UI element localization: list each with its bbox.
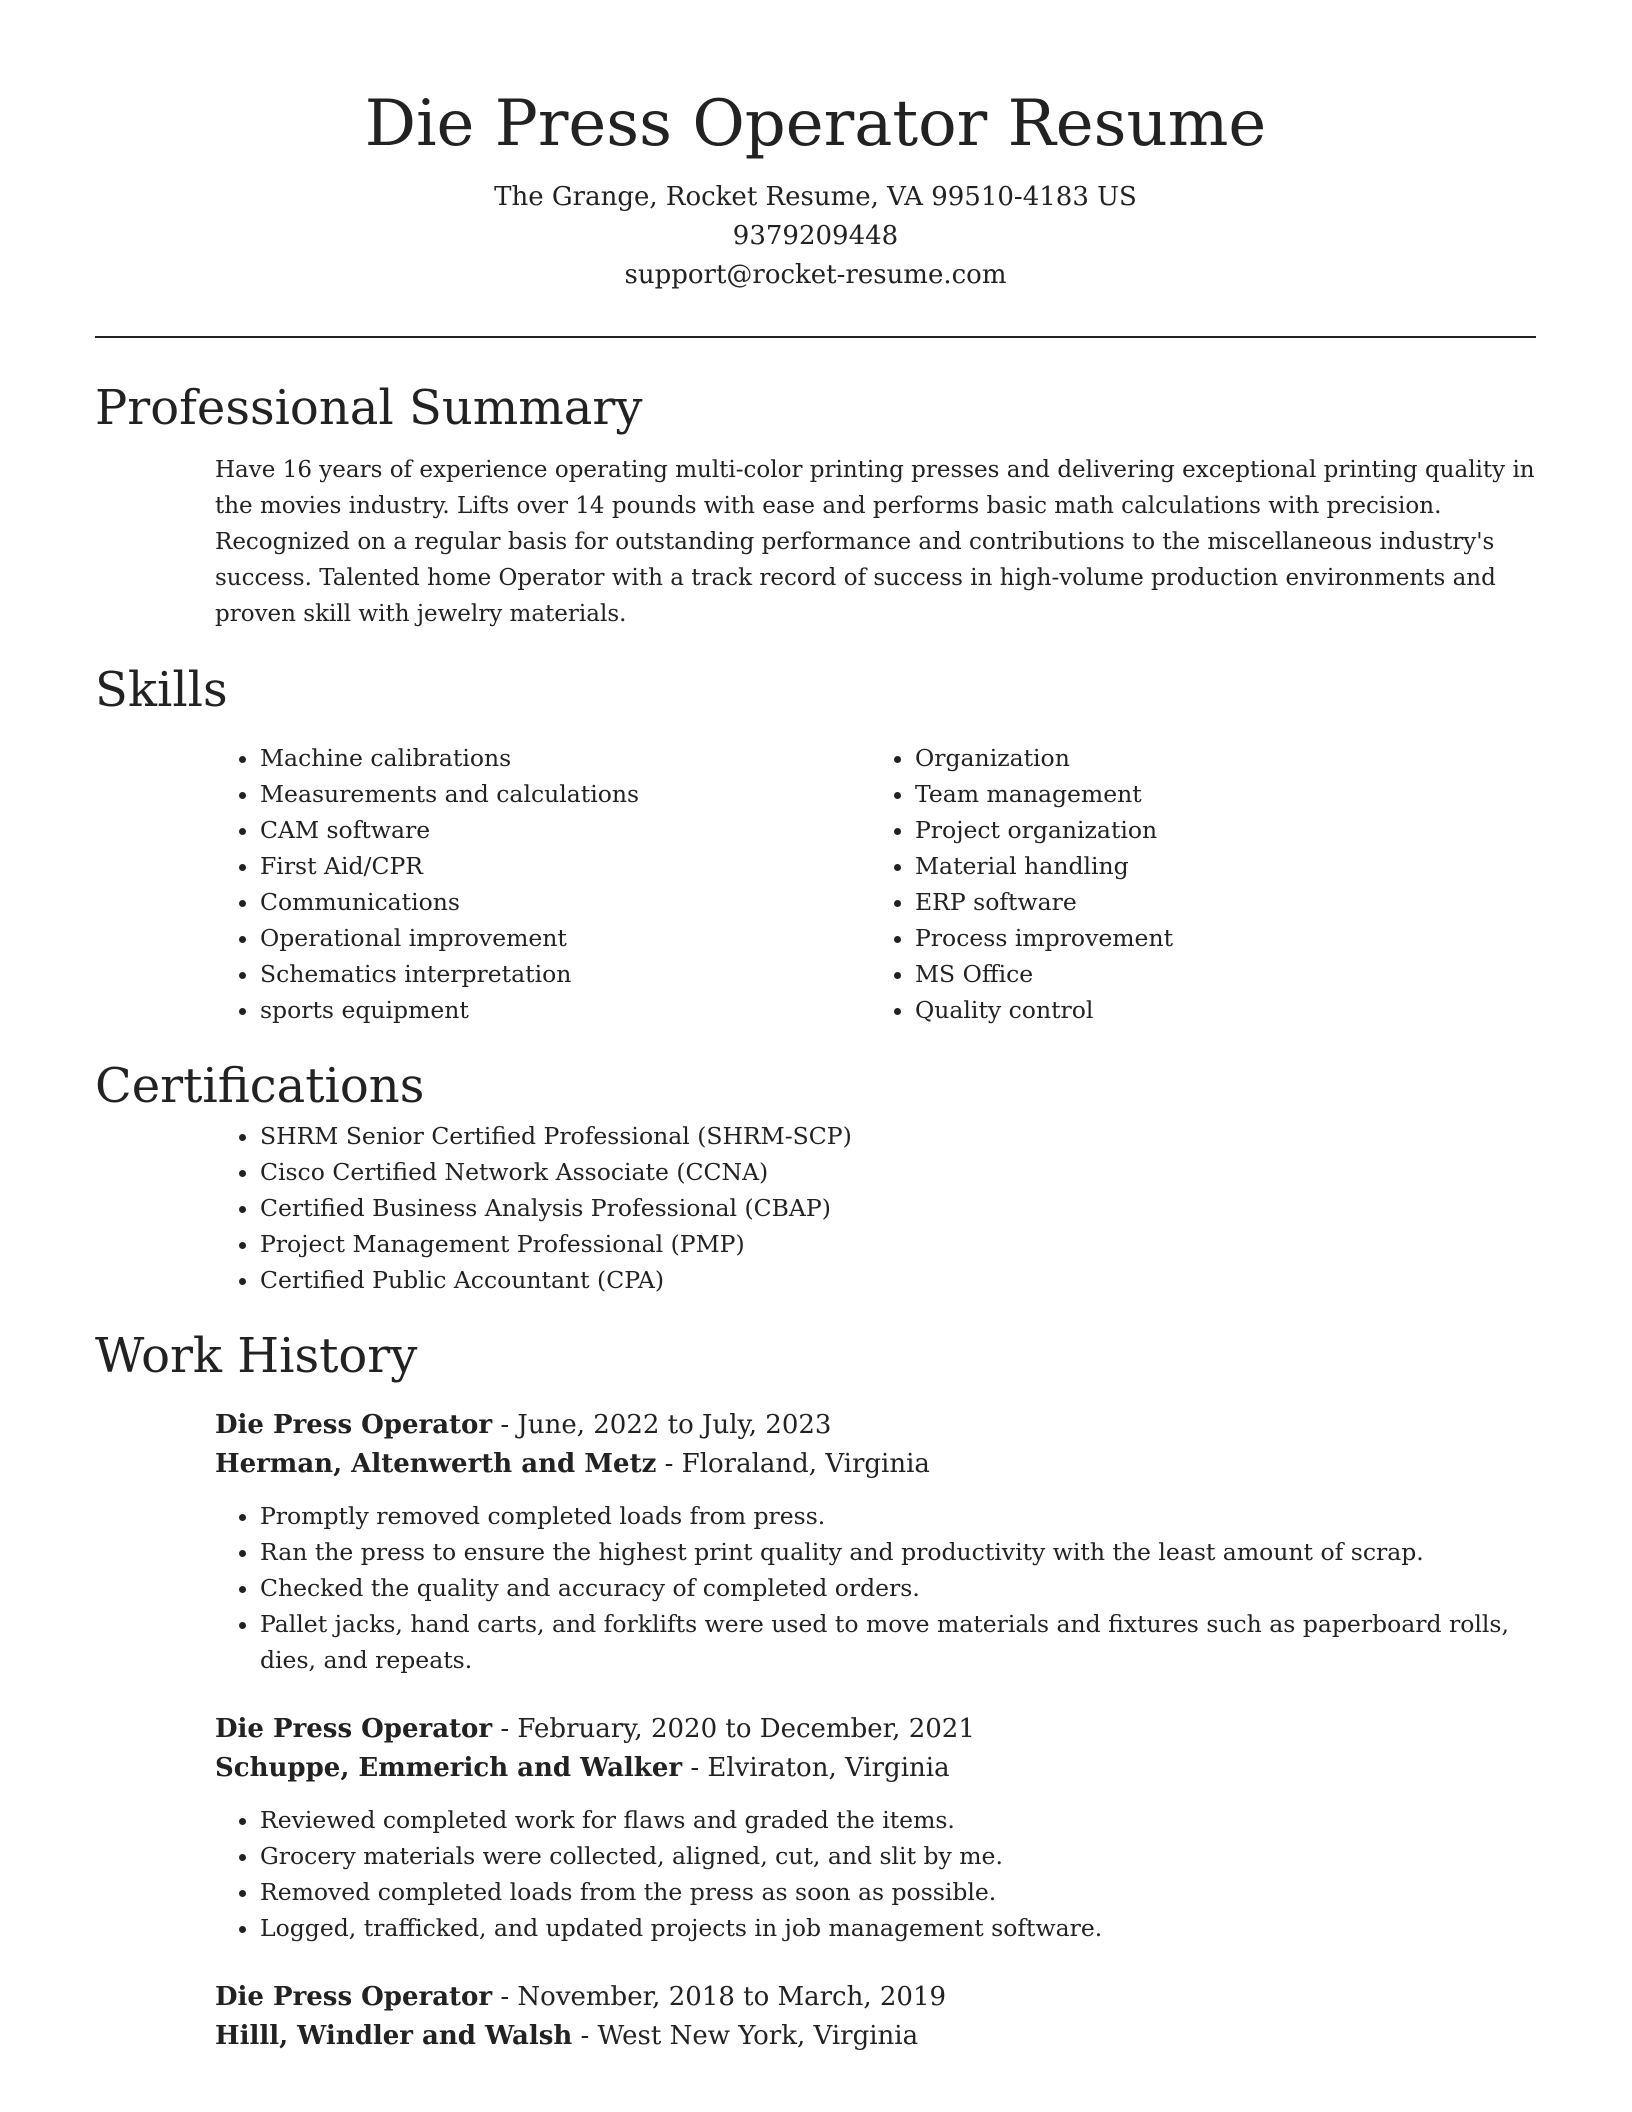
skill-item: • sports equipment <box>260 992 745 1028</box>
certification-item: • Certified Public Accountant (CPA) <box>260 1262 1536 1298</box>
work-history-heading: Work History <box>95 1328 418 1384</box>
job-duty-item: • Grocery materials were collected, aligned, cut, and slit by me. <box>260 1838 1536 1874</box>
job-company-line <box>215 1749 1536 1788</box>
certification-item: • SHRM Senior Certified Professional (SHRM-SCP) <box>260 1118 1536 1154</box>
job-title-line <box>215 1406 1536 1445</box>
skill-item: • Organization <box>915 740 1415 776</box>
job-duties-list <box>215 1802 1536 1946</box>
skills-list-right <box>745 740 1415 1028</box>
contact-address: The Grange, Rocket Resume, VA 99510-4183 US <box>494 182 1137 212</box>
certification-item: • Certified Business Analysis Professional (CBAP) <box>260 1190 1536 1226</box>
job-location: - Floraland, Virginia <box>656 1449 930 1479</box>
job-company-line <box>215 2017 1536 2056</box>
skill-item: • Process improvement <box>915 920 1415 956</box>
job-dates: - November, 2018 to March, 2019 <box>492 1982 947 2012</box>
job-duty-item: • Reviewed completed work for flaws and graded the items. <box>260 1802 1536 1838</box>
job-duty-item: • Pallet jacks, hand carts, and forklifts were used to move materials and fixtures such as paperboard rolls, dies, and repeats. <box>260 1606 1536 1678</box>
certification-item: • Cisco Certified Network Associate (CCNA) <box>260 1154 1536 1190</box>
job-title-line <box>215 1978 1536 2017</box>
job-company: Hilll, Windler and Walsh <box>215 2021 573 2051</box>
skill-item: • MS Office <box>915 956 1415 992</box>
job-title-line <box>215 1710 1536 1749</box>
job-company-line <box>215 1445 1536 1484</box>
skills-heading: Skills <box>95 662 228 718</box>
certifications-heading: Certifications <box>95 1058 425 1114</box>
contact-email: support@rocket-resume.com <box>624 260 1007 290</box>
job-duty-item: • Ran the press to ensure the highest print quality and productivity with the least amount of scrap. <box>260 1534 1536 1570</box>
certifications-section <box>95 1054 1536 1298</box>
job-duties-list <box>215 1498 1536 1678</box>
job-location: - West New York, Virginia <box>572 2021 919 2051</box>
skill-item: • Communications <box>260 884 745 920</box>
skill-item: • CAM software <box>260 812 745 848</box>
skill-item: • Measurements and calculations <box>260 776 745 812</box>
summary-text: Have 16 years of experience operating multi-color printing presses and delivering exceptional printing quality in the movies industry. Lifts over 14 pounds with ease and performs basic math calculations with precision. Recognized on a regular basis for outstanding performance and contributions to the miscellaneous industry's success. Talented home Operator with a track record of success in high-volume production environments and proven skill with jewelry materials. <box>215 457 1535 627</box>
job-title: Die Press Operator <box>215 1410 493 1440</box>
work-history-section <box>95 1324 1536 2056</box>
certification-item: • Project Management Professional (PMP) <box>260 1226 1536 1262</box>
certifications-list <box>95 1118 1536 1298</box>
summary-heading: Professional Summary <box>95 380 643 436</box>
header-divider <box>95 336 1536 338</box>
job-duty-item: • Removed completed loads from the press as soon as possible. <box>260 1874 1536 1910</box>
job-location: - Elviraton, Virginia <box>682 1753 950 1783</box>
skill-item: • First Aid/CPR <box>260 848 745 884</box>
skill-item: • Material handling <box>915 848 1415 884</box>
job-entry <box>215 1406 1536 1678</box>
resume-title: Die Press Operator Resume <box>364 87 1267 161</box>
skill-item: • Schematics interpretation <box>260 956 745 992</box>
job-entry <box>215 1978 1536 2056</box>
job-title: Die Press Operator <box>215 1714 493 1744</box>
skill-item: • Project organization <box>915 812 1415 848</box>
job-duty-item: • Promptly removed completed loads from press. <box>260 1498 1536 1534</box>
job-entry <box>215 1710 1536 1946</box>
skill-item: • Quality control <box>915 992 1415 1028</box>
skill-item: • Operational improvement <box>260 920 745 956</box>
resume-page <box>95 0 1536 2112</box>
job-dates: - June, 2022 to July, 2023 <box>492 1410 832 1440</box>
contact-phone: 9379209448 <box>732 221 899 251</box>
job-company: Schuppe, Emmerich and Walker <box>215 1753 683 1783</box>
job-company: Herman, Altenwerth and Metz <box>215 1449 657 1479</box>
skills-section <box>95 658 1536 1028</box>
job-duty-item: • Checked the quality and accuracy of completed orders. <box>260 1570 1536 1606</box>
skills-columns <box>95 740 1536 1028</box>
summary-section <box>95 376 1536 632</box>
skills-list-left <box>95 740 745 1028</box>
job-dates: - February, 2020 to December, 2021 <box>492 1714 975 1744</box>
job-title: Die Press Operator <box>215 1982 493 2012</box>
skill-item: • Machine calibrations <box>260 740 745 776</box>
job-duty-item: • Logged, trafficked, and updated projects in job management software. <box>260 1910 1536 1946</box>
skill-item: • ERP software <box>915 884 1415 920</box>
skill-item: • Team management <box>915 776 1415 812</box>
resume-header <box>95 0 1536 295</box>
